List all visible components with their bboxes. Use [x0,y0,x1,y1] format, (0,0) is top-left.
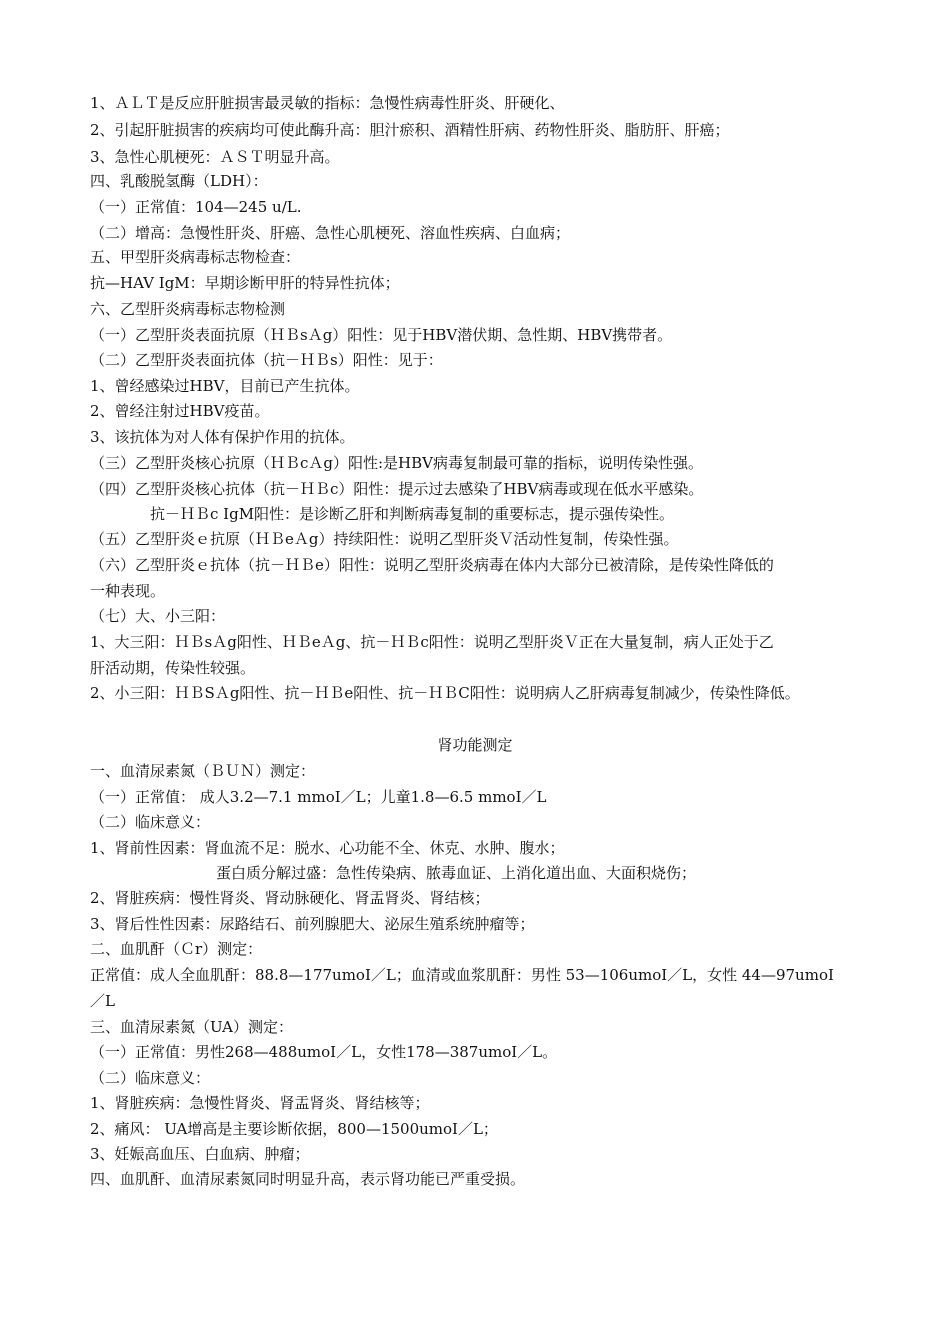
text-line: 正常值：成人全血肌酐：88.8—177umoI／L；血清或血浆肌酐：男性 53—106umoI／L，女性 44—97umoI [90,966,834,984]
text-line: 肝活动期，传染性较强。 [90,659,256,677]
text-line: （二）临床意义： [90,813,211,831]
text-line: 2、肾脏疾病：慢性肾炎、肾动脉硬化、肾盂肾炎、肾结核； [90,889,490,907]
text-line: （一）正常值：男性268—488umoI／L，女性178—387umoI／L。 [90,1043,558,1061]
text-line: 2、小三阳：ＨＢSＡg阳性、抗－ＨＢe阳性、抗－ＨＢC阳性：说明病人乙肝病毒复制减少，传染性降低。 [90,684,800,702]
text-line: 1、肾脏疾病：急慢性肾炎、肾盂肾炎、肾结核等； [90,1094,430,1112]
section-heading: 一、血清尿素氮（ＢＵＮ）测定： [90,762,316,780]
text-line: （二）增高：急慢性肝炎、肝癌、急性心肌梗死、溶血性疾病、白血病； [90,224,571,242]
text-line: （一）乙型肝炎表面抗原（ＨＢsＡg）阳性：见于HBV潜伏期、急性期、HBV携带者。 [90,326,673,344]
text-line: 1、大三阳：ＨＢsＡg阳性、ＨＢeＡg、抗－ＨＢc阳性：说明乙型肝炎Ｖ正在大量复制，病人正处于乙 [90,633,774,651]
section-heading: 五、甲型肝炎病毒标志物检查： [90,248,301,266]
text-line: （四）乙型肝炎核心抗体（抗－ＨＢc）阳性：提示过去感染了HBV病毒或现在低水平感染。 [90,480,704,498]
text-line-indented: 蛋白质分解过盛：急性传染病、脓毒血证、上消化道出血、大面积烧伤； [216,864,697,882]
text-line: （一）正常值：104—245 u/L. [90,198,302,216]
section-heading: 二、血肌酐（Ｃr）测定： [90,940,263,958]
text-line: （一）正常值： 成人3.2—7.1 mmoI／L；儿童1.8—6.5 mmoI／L [90,788,547,806]
text-line: 一种表现。 [90,582,166,600]
text-line: （二）乙型肝炎表面抗体（抗－ＨＢs）阳性：见于： [90,351,443,369]
text-line: （三）乙型肝炎核心抗原（ＨＢcＡg）阳性:是HBV病毒复制最可靠的指标，说明传染性强。 [90,454,703,472]
text-line: 3、急性心肌梗死：ＡＳＴ明显升高。 [90,148,340,166]
text-line: 抗—HAV IgM：早期诊断甲肝的特异性抗体； [90,274,400,292]
text-line: 1、曾经感染过HBV，目前已产生抗体。 [90,377,360,395]
section-heading: 四、血肌酐、血清尿素氮同时明显升高，表示肾功能已严重受损。 [90,1170,526,1188]
text-line: ／L [90,992,115,1010]
text-line: 2、曾经注射过HBV疫苗。 [90,402,270,420]
text-line: 1、肾前性因素：肾血流不足：脱水、心功能不全、休克、水肿、腹水； [90,839,565,857]
text-line: 3、妊娠高血压、白血病、肿瘤； [90,1145,310,1163]
text-line: （五）乙型肝炎ｅ抗原（ＨＢeＡg）持续阳性：说明乙型肝炎Ｖ活动性复制，传染性强。 [90,530,679,548]
section-title: 肾功能测定 [437,736,513,754]
text-line: 2、引起肝脏损害的疾病均可使此酶升高：胆汁瘀积、酒精性肝病、药物性肝炎、脂肪肝、肝癌； [90,121,730,139]
text-line: （六）乙型肝炎ｅ抗体（抗－ＨＢe）阳性：说明乙型肝炎病毒在体内大部分已被清除，是传染性降低的 [90,556,774,574]
text-line: 1、ＡＬＴ是反应肝脏损害最灵敏的指标：急慢性病毒性肝炎、肝硬化、 [90,94,565,112]
section-heading: 六、乙型肝炎病毒标志物检测 [90,300,286,318]
text-line: 3、该抗体为对人体有保护作用的抗体。 [90,428,355,446]
text-line-indented: 抗－ＨＢc IgM阳性：是诊断乙肝和判断病毒复制的重要标志，提示强传染性。 [150,505,675,523]
text-line: （七）大、小三阳： [90,607,226,625]
text-line: 2、痛风： UA增高是主要诊断依据，800—1500umoI／L； [90,1120,498,1138]
text-line: （二）临床意义： [90,1069,211,1087]
section-heading: 三、血清尿素氮（UA）测定： [90,1018,294,1036]
section-heading: 四、乳酸脱氢酶（LDH）： [90,172,268,190]
text-line: 3、肾后性性因素：尿路结石、前列腺肥大、泌尿生殖系统肿瘤等； [90,915,535,933]
